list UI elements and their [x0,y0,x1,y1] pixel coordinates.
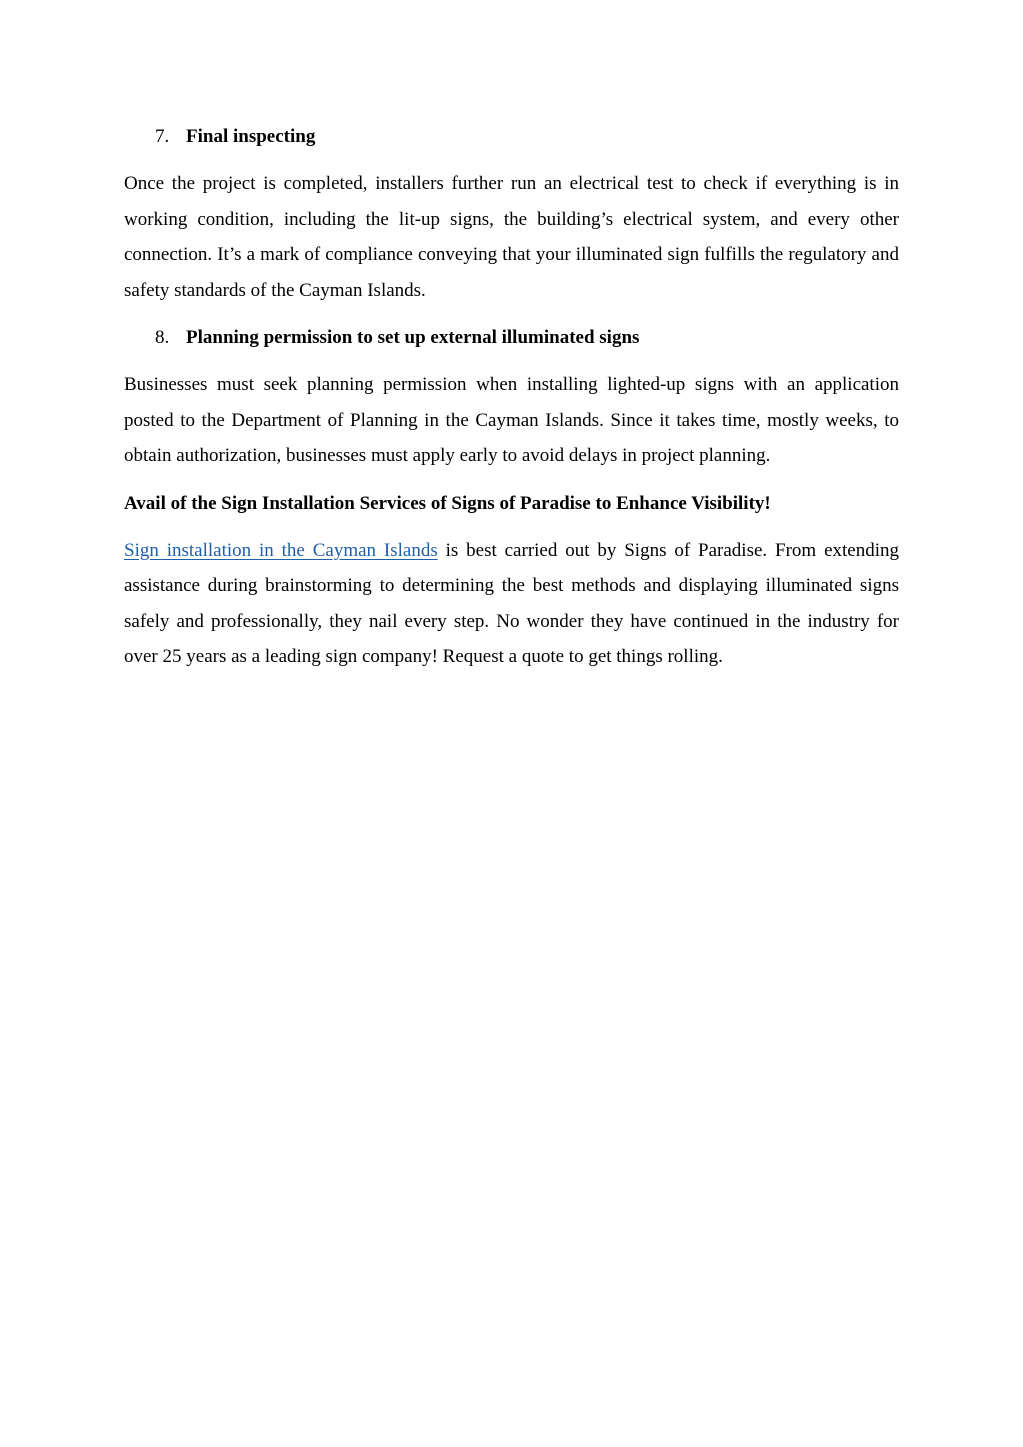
list-item-title: Final inspecting [186,126,316,147]
list-item-number: 7. [155,126,170,147]
list-item-number: 8. [155,327,170,348]
paragraph-sign-installation [124,533,899,675]
paragraph-final-inspecting: Once the project is completed, installers further run an electrical test to check if everything is in working condition, including the lit-up signs, the building’s electrical system, and every other connection. It’s a mark of compliance conveying that your illuminated sign fulfills the regulatory and safety standards of the Cayman Islands. [124,173,899,301]
list-item-heading-7 [155,119,899,154]
document-page [124,119,899,687]
paragraph-text: is best carried out by Signs of Paradise. From extending assistance during brainstorming to determining the best methods and displaying illuminated signs safely and professionally, they nail every step. No wonder they have continued in the industry for over 25 years as a leading sign company! Request a quote to get things rolling. [124,539,899,667]
list-item-heading-8 [155,320,899,355]
paragraph-planning-permission: Businesses must seek planning permission when installing lighted-up signs with an application posted to the Department of Planning in the Cayman Islands. Since it takes time, mostly weeks, to obtain authorization, businesses must apply early to avoid delays in project planning. [124,374,899,466]
list-item-title: Planning permission to set up external illuminated signs [186,327,640,348]
section-heading: Avail of the Sign Installation Services of Signs of Paradise to Enhance Visibility! [124,492,771,514]
sign-installation-link[interactable]: Sign installation in the Cayman Islands [124,539,438,561]
